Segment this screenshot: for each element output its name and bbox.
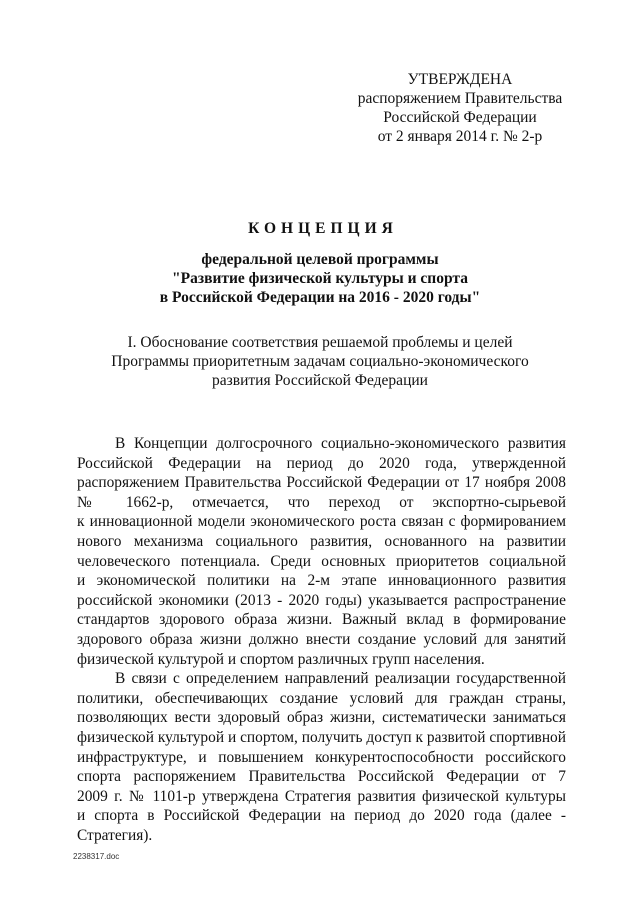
paragraph-2 [77,669,566,845]
paragraph-line: физической культурой и спортом различных групп населения. [77,650,485,668]
paragraph-line: распоряжением Правительства Российской Федерации от 17 ноября 2008 [77,474,566,492]
paragraph-line: Стратегия). [77,826,153,844]
document-title-block [0,219,640,307]
paragraph-line: нового механизма социального развития, основанного на развитии [77,532,566,550]
subtitle-line-1: федеральной целевой программы [201,251,439,268]
paragraph-line: российской экономики (2013 - 2020 годы) указывается распространение [77,591,566,609]
approval-line-3: от 2 января 2014 г. № 2-р [377,128,543,145]
paragraph-line: Российской Федерации на период до 2020 года, утвержденной [77,454,566,472]
approval-stamp [340,70,580,146]
paragraph-line: стандартов здорового образа жизни. Важный вклад в формирование [77,611,566,629]
paragraph-line: к инновационной модели экономического роста связан с формированием [77,513,566,531]
subtitle-line-2: "Развитие физической культуры и спорта [172,270,468,287]
paragraph-line: В связи с определением направлений реализации государственной [115,670,566,688]
paragraph-line: и спорта в Российской Федерации на период до 2020 года (далее - [77,807,566,825]
subtitle-line-3: в Российской Федерации на 2016 - 2020 годы" [159,289,481,306]
paragraph-1 [77,434,566,669]
paragraph-line: физической культурой и спортом, получить доступ к развитой спортивной [77,728,566,746]
approval-line-2: Российской Федерации [383,109,537,126]
paragraph-line: 2009 г. № 1101-р утверждена Стратегия развития физической культуры [77,787,566,805]
paragraph-line: В Концепции долгосрочного социально-экономического развития [115,435,566,452]
paragraph-line: и экономической политики на 2-м этапе инновационного развития [77,572,566,590]
approval-title: УТВЕРЖДЕНА [407,71,513,88]
section-heading-line-2: Программы приоритетным задачам социально-экономического [111,353,529,370]
paragraph-line: спорта распоряжением Правительства Российской Федерации от 7 [77,768,566,786]
body-text [77,434,566,845]
section-heading-line-1: I. Обоснование соответствия решаемой проблемы и целей [127,334,513,351]
document-subtitle [0,250,640,307]
paragraph-line: человеческого потенциала. Среди основных приоритетов социальной [77,552,566,570]
paragraph-line: здорового образа жизни должно внести создание условий для занятий [77,630,566,648]
document-title: КОНЦЕПЦИЯ [248,220,398,237]
section-heading [0,333,640,390]
approval-line-1: распоряжением Правительства [357,90,563,107]
paragraph-line: позволяющих вести здоровый образ жизни, систематически заниматься [77,709,566,727]
paragraph-line: инфраструктуре, и повышением конкурентоспособности российского [77,748,566,766]
file-name-footer: 2238317.doc [73,852,120,861]
paragraph-line: политики, обеспечивающих создание условий для граждан страны, [77,689,566,707]
section-heading-line-3: развития Российской Федерации [212,372,428,389]
paragraph-line: № 1662-р, отмечается, что переход от экспортно-сырьевой [77,493,566,511]
